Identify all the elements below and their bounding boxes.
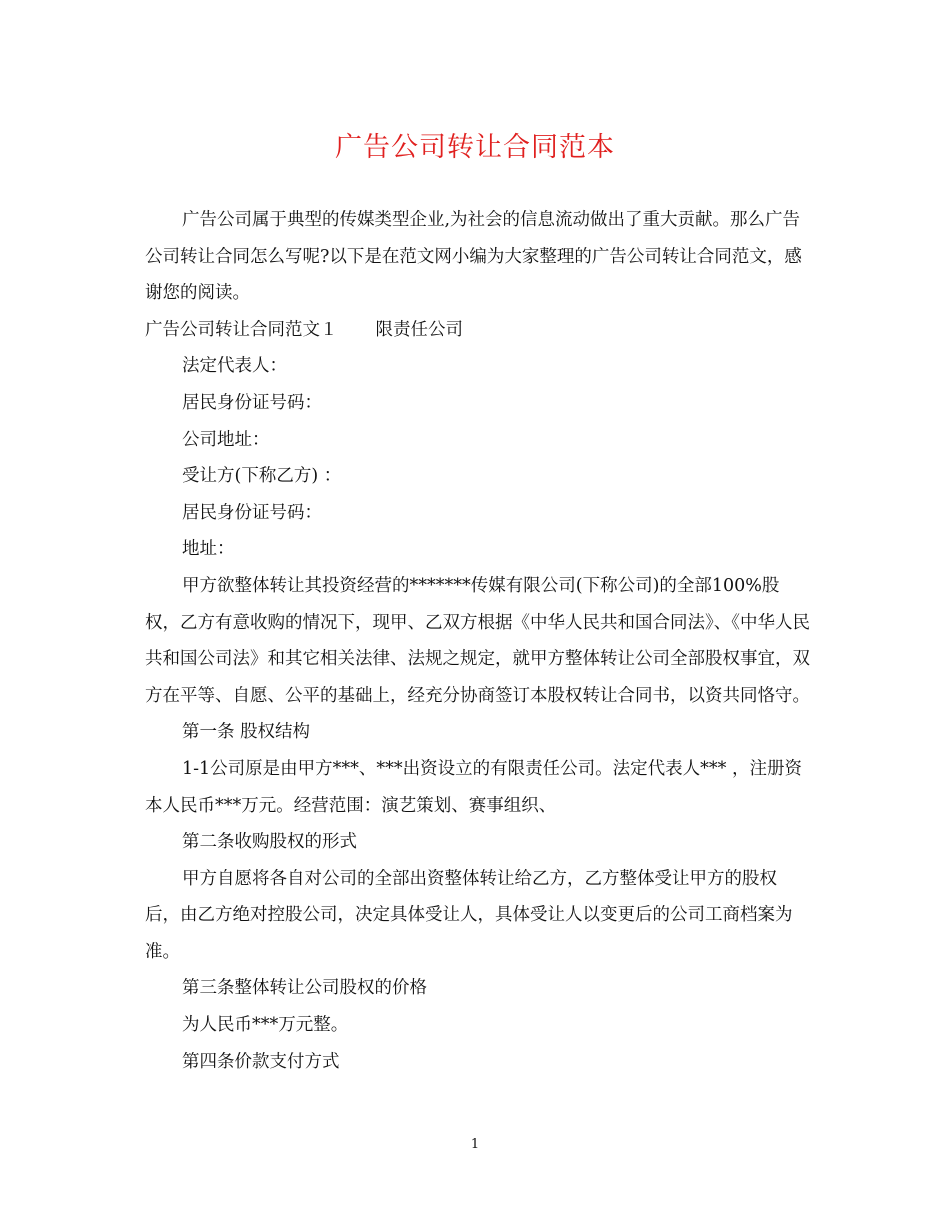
page-number: 1: [470, 1137, 480, 1152]
section-heading: [145, 312, 810, 349]
id-number-line: 居民身份证号码：: [182, 392, 322, 413]
legal-representative-line: 法定代表人：: [182, 356, 287, 377]
address-line: 地址：: [182, 539, 235, 560]
article-3-text: 为人民币***万元整。: [182, 1015, 349, 1036]
transferee-id-number-line: 居民身份证号码：: [182, 502, 322, 523]
article-2-text: 甲方自愿将各自对公司的全部出资整体转让给乙方，乙方整体受让甲方的股权后，由乙方绝对控股公司，决定具体受让人，具体受让人以变更后的公司工商档案为准。: [145, 868, 793, 962]
article-4-heading: 第四条价款支付方式: [182, 1051, 340, 1072]
article-1-text: 1-1公司原是由甲方***、***出资设立的有限责任公司。法定代表人*** ，注册资本人民币***万元。经营范围：演艺策划、赛事组织、: [145, 758, 802, 816]
article-3-heading: 第三条整体转让公司股权的价格: [182, 978, 427, 999]
company-address-line: 公司地址：: [182, 429, 270, 450]
intro-paragraph: 广告公司属于典型的传媒类型企业,为社会的信息流动做出了重大贡献。那么广告公司转让合同怎么写呢?以下是在范文网小编为大家整理的广告公司转让合同范文，感谢您的阅读。: [145, 210, 802, 304]
purpose-paragraph: 甲方欲整体转让其投资经营的*******传媒有限公司(下称公司)的全部100%股权，乙方有意收购的情况下，现甲、乙双方根据《中华人民共和国合同法》、《中华人民共和国公司法》和其它相关法律、法规之规定，就甲方整体转让公司全部股权事宜，双方在平等、自愿、公平的基础上，经充分协商签订本股权转让合同书，以资共同恪守。: [145, 575, 810, 706]
document-title: 广告公司转让合同范本: [335, 132, 615, 163]
transferee-line: 受让方(下称乙方) ：: [182, 466, 342, 487]
document-body: [145, 202, 810, 1080]
section-heading-tail: 限责任公司: [375, 319, 463, 340]
section-heading-text: 广告公司转让合同范文１: [145, 319, 338, 340]
article-1-heading: 第一条 股权结构: [182, 722, 311, 743]
article-2-heading: 第二条收购股权的形式: [182, 832, 357, 853]
